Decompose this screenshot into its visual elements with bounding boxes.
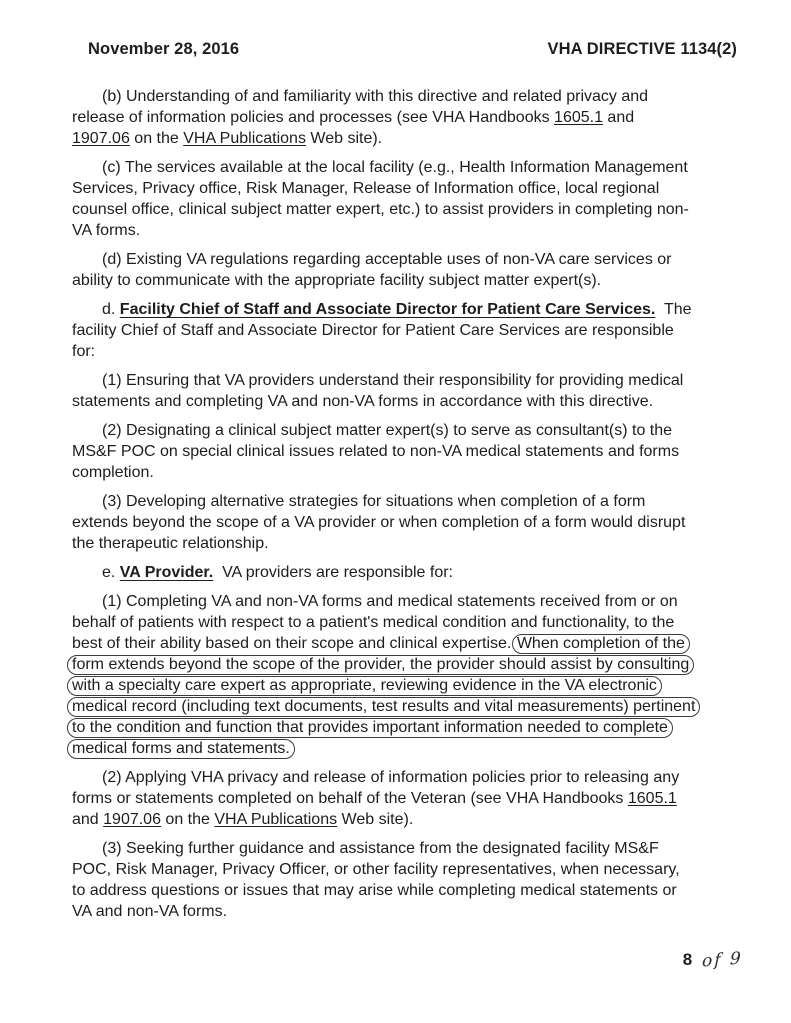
- text-segment: Web site).: [305, 130, 383, 147]
- text-segment: on the: [160, 811, 215, 828]
- text-segment: counsel office, clinical subject matter expert, etc.) to assist providers in completing non-: [72, 201, 689, 218]
- paragraph: [72, 86, 732, 149]
- text-segment: and: [602, 109, 635, 126]
- paragraph: [72, 562, 732, 583]
- text-line: [72, 809, 732, 830]
- text-segment: best of their ability based on their scope and clinical expertise.: [72, 635, 516, 652]
- paragraph: [72, 491, 732, 554]
- text-segment: e.: [102, 564, 120, 581]
- text-line: [72, 178, 732, 199]
- text-segment: to address questions or issues that may arise while completing medical statements or: [72, 882, 677, 899]
- text-line: [72, 717, 732, 738]
- amendment-boxed-text: When completion of the: [512, 634, 690, 654]
- text-line: [72, 675, 732, 696]
- underlined-reference: VHA Publications: [183, 130, 306, 147]
- underlined-reference: 1907.06: [103, 811, 161, 828]
- text-line: [72, 462, 732, 483]
- text-line: [72, 562, 732, 583]
- text-line: [72, 859, 732, 880]
- text-segment: MS&F POC on special clinical issues related to non-VA medical statements and forms: [72, 443, 680, 460]
- page-number: 8: [682, 950, 693, 969]
- text-segment: for:: [72, 343, 96, 360]
- paragraph: [72, 370, 732, 412]
- text-segment: (d) Existing VA regulations regarding acceptable uses of non-VA care services or: [102, 251, 672, 268]
- text-line: [72, 391, 732, 412]
- text-line: [72, 299, 732, 320]
- header-directive-number: VHA DIRECTIVE 1134(2): [547, 40, 737, 58]
- text-segment: release of information policies and processes (see VHA Handbooks: [72, 109, 555, 126]
- text-segment: forms or statements completed on behalf of the Veteran (see VHA Handbooks: [72, 790, 628, 807]
- text-line: [72, 370, 732, 391]
- text-segment: (1) Completing VA and non-VA forms and medical statements received from or on: [102, 593, 678, 610]
- text-line: [72, 901, 732, 922]
- paragraph: [72, 591, 732, 759]
- text-segment: (1) Ensuring that VA providers understand their responsibility for providing medical: [102, 372, 684, 389]
- text-line: [72, 533, 732, 554]
- text-segment: (2) Applying VHA privacy and release of information policies prior to releasing any: [102, 769, 680, 786]
- text-segment: behalf of patients with respect to a patient's medical condition and functionality, to the: [72, 614, 675, 631]
- text-line: [72, 880, 732, 901]
- text-segment: statements and completing VA and non-VA forms in accordance with this directive.: [72, 393, 654, 410]
- text-line: [72, 441, 732, 462]
- handwritten-page-note: of 9: [701, 948, 744, 972]
- underlined-reference: 1605.1: [554, 109, 603, 126]
- text-line: [72, 249, 732, 270]
- text-segment: VA providers are responsible for:: [213, 564, 453, 581]
- paragraph: [72, 838, 732, 922]
- text-line: [72, 491, 732, 512]
- text-segment: VA and non-VA forms.: [72, 903, 228, 920]
- amendment-boxed-text: medical record (including text documents, test results and vital measurements) pertinent: [67, 697, 700, 717]
- text-line: [72, 696, 732, 717]
- text-line: [72, 738, 732, 759]
- paragraph: [72, 157, 732, 241]
- text-line: [72, 270, 732, 291]
- text-segment: and: [72, 811, 104, 828]
- header-date: November 28, 2016: [88, 40, 240, 58]
- text-segment: (3) Seeking further guidance and assistance from the designated facility MS&F: [102, 840, 659, 857]
- underlined-reference: 1907.06: [72, 130, 130, 147]
- text-segment: extends beyond the scope of a VA provider or when completion of a form would disrupt: [72, 514, 686, 531]
- amendment-boxed-text: to the condition and function that provides important information needed to complete: [67, 718, 673, 738]
- paragraph: [72, 249, 732, 291]
- text-line: [72, 157, 732, 178]
- text-segment: d.: [102, 301, 120, 318]
- text-line: [72, 512, 732, 533]
- amendment-boxed-text: medical forms and statements.: [67, 739, 295, 759]
- text-line: [72, 86, 732, 107]
- document-body: [72, 86, 732, 930]
- page-header: [88, 40, 737, 59]
- text-line: [72, 199, 732, 220]
- text-segment: Web site).: [337, 811, 414, 828]
- amendment-boxed-text: with a specialty care expert as appropriate, reviewing evidence in the VA electronic: [67, 676, 662, 696]
- text-segment: (c) The services available at the local facility (e.g., Health Information Management: [102, 159, 688, 176]
- text-line: [72, 420, 732, 441]
- text-line: [72, 612, 732, 633]
- text-segment: VA forms.: [72, 222, 141, 239]
- text-line: [72, 320, 732, 341]
- text-line: [72, 220, 732, 241]
- text-segment: ability to communicate with the appropriate facility subject matter expert(s).: [72, 272, 602, 289]
- bold-underlined-heading: Facility Chief of Staff and Associate Director for Patient Care Services.: [119, 301, 656, 318]
- text-line: [72, 788, 732, 809]
- paragraph: [72, 420, 732, 483]
- text-segment: (2) Designating a clinical subject matter expert(s) to serve as consultant(s) to the: [102, 422, 673, 439]
- page-footer: [683, 950, 743, 970]
- text-line: [72, 341, 732, 362]
- underlined-reference: VHA Publications: [214, 811, 338, 828]
- text-line: [72, 633, 732, 654]
- text-line: [72, 654, 732, 675]
- text-segment: POC, Risk Manager, Privacy Officer, or other facility representatives, when necessary,: [72, 861, 680, 878]
- text-segment: (b) Understanding of and familiarity with this directive and related privacy and: [102, 88, 649, 105]
- text-segment: completion.: [72, 464, 154, 481]
- underlined-reference: 1605.1: [627, 790, 677, 807]
- text-line: [72, 591, 732, 612]
- amendment-boxed-text: form extends beyond the scope of the provider, the provider should assist by consulting: [67, 655, 694, 675]
- text-line: [72, 767, 732, 788]
- text-segment: Services, Privacy office, Risk Manager, Release of Information office, local regional: [72, 180, 660, 197]
- paragraph: [72, 767, 732, 830]
- text-segment: on the: [129, 130, 184, 147]
- paragraph: [72, 299, 732, 362]
- bold-underlined-heading: VA Provider.: [119, 564, 214, 581]
- text-line: [72, 107, 732, 128]
- text-line: [72, 838, 732, 859]
- text-segment: The: [655, 301, 692, 318]
- text-segment: (3) Developing alternative strategies for situations when completion of a form: [102, 493, 646, 510]
- text-segment: facility Chief of Staff and Associate Director for Patient Care Services are responsible: [72, 322, 674, 339]
- text-line: [72, 128, 732, 149]
- text-segment: the therapeutic relationship.: [72, 535, 269, 552]
